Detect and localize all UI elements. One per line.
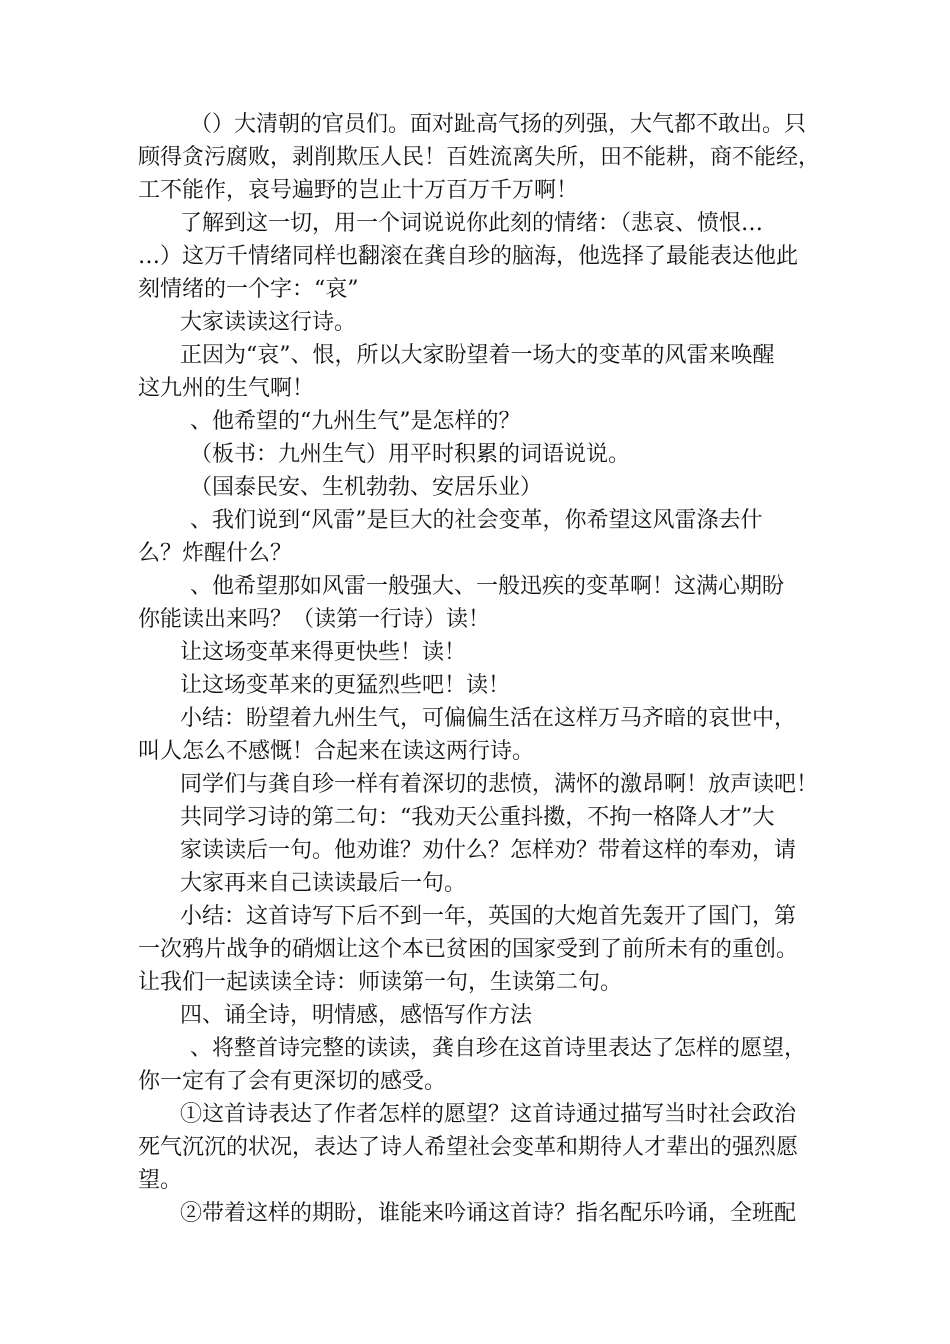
text-line: 、他希望那如风雷一般强大、一般迅疾的变革啊！这满心期盼 <box>190 574 785 599</box>
text-line: 刻情绪的一个字：“哀” <box>138 277 359 302</box>
text-line: （国泰民安、生机勃勃、安居乐业） <box>190 475 543 500</box>
text-line: 死气沉沉的状况，表达了诗人希望社会变革和期待人才辈出的强烈愿 <box>138 1135 799 1160</box>
text-line: 共同学习诗的第二句：“我劝天公重抖擞，不拘一格降人才”大 <box>180 805 775 830</box>
text-line: 工不能作，哀号遍野的岂止十万百万千万啊！ <box>138 178 579 203</box>
text-line: 这九州的生气啊！ <box>138 376 315 401</box>
text-line: 让这场变革来得更快些！读！ <box>180 640 467 665</box>
text-line: 、他希望的“九州生气”是怎样的？ <box>190 409 521 434</box>
text-line: 同学们与龚自珍一样有着深切的悲愤，满怀的激昂啊！放声读吧！ <box>180 772 819 797</box>
text-line: 叫人怎么不感慨！合起来在读这两行诗。 <box>138 739 535 764</box>
text-line: （板书：九州生气）用平时积累的词语说说。 <box>190 442 631 467</box>
text-line: 正因为“哀”、恨，所以大家盼望着一场大的变革的风雷来唤醒 <box>180 343 775 368</box>
section-heading: 四、诵全诗，明情感，感悟写作方法 <box>180 1003 533 1028</box>
text-line: 了解到这一切，用一个词说说你此刻的情绪：（悲哀、愤恨… <box>180 211 764 236</box>
text-line: ①这首诗表达了作者怎样的愿望？这首诗通过描写当时社会政治 <box>180 1102 797 1127</box>
text-line: 么？炸醒什么？ <box>138 541 293 566</box>
text-line: 让这场变革来的更猛烈些吧！读！ <box>180 673 511 698</box>
text-line: 大家再来自己读读最后一句。 <box>180 871 467 896</box>
text-line: 、我们说到“风雷”是巨大的社会变革，你希望这风雷涤去什 <box>190 508 763 533</box>
text-line: 小结：这首诗写下后不到一年，英国的大炮首先轰开了国门，第 <box>180 904 797 929</box>
text-line: 一次鸦片战争的硝烟让这个本已贫困的国家受到了前所未有的重创。 <box>138 937 799 962</box>
text-line: 你能读出来吗？（读第一行诗）读！ <box>138 607 491 632</box>
text-line: 家读读后一句。他劝谁？劝什么？怎样劝？带着这样的奉劝，请 <box>180 838 797 863</box>
text-line: 小结：盼望着九州生气，可偏偏生活在这样万马齐暗的哀世中， <box>180 706 797 731</box>
text-line: 、将整首诗完整的读读，龚自珍在这首诗里表达了怎样的愿望， <box>190 1036 807 1061</box>
text-line: （）大清朝的官员们。面对趾高气扬的列强，大气都不敢出。只 <box>190 112 807 137</box>
text-line: …）这万千情绪同样也翻滚在龚自珍的脑海，他选择了最能表达他此 <box>138 244 799 269</box>
text-line: 顾得贪污腐败，剥削欺压人民！百姓流离失所，田不能耕，商不能经， <box>138 145 821 170</box>
text-line: 让我们一起读读全诗：师读第一句，生读第二句。 <box>138 970 623 995</box>
text-line: ②带着这样的期盼，谁能来吟诵这首诗？指名配乐吟诵，全班配 <box>180 1201 797 1226</box>
text-line: 望。 <box>138 1168 183 1193</box>
text-line: 你一定有了会有更深切的感受。 <box>138 1069 447 1094</box>
text-line: 大家读读这行诗。 <box>180 310 357 335</box>
